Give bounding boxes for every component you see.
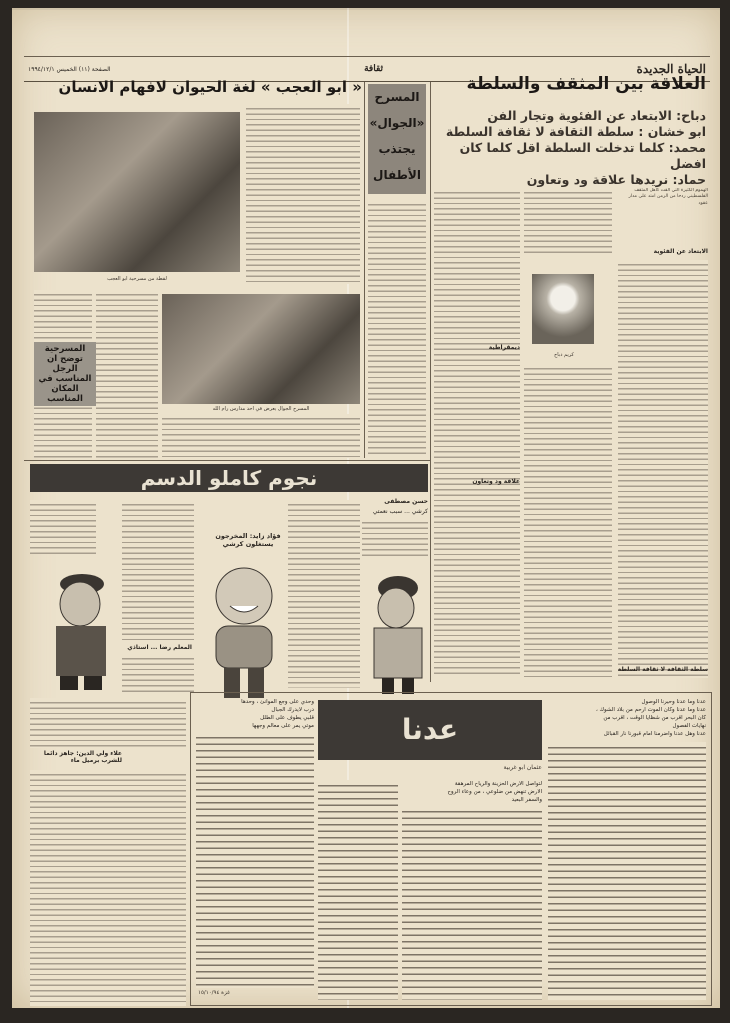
lead-text-col-2 [524,188,612,256]
poem-column-middle-body [402,806,542,1000]
lead-text-col-1b [618,260,708,678]
audience-photo [162,294,360,404]
poem-author: عثمان ابو غربية [503,764,542,771]
audience-photo-caption: المسرح الجوال يعرض في احد مدارس رام الله [212,406,310,412]
stage-photo-caption: لقطة من مسرحية ابو العجب [107,276,167,282]
caricature-1 [42,554,120,694]
portrait-photo [532,274,594,344]
poem-column-left: وحدي على وجع الموانئ ، وحدها درب لايدرك الجبال قلبي يطوف على الطلل موتي يمر على معالم وجهها [241,699,314,729]
stars-text-bottom [30,698,186,748]
lead-section-head: سلطة الثقافة لا ثقافة السلطة [617,666,708,673]
lead-headline: العلاقة بين المثقف والسلطة [466,74,706,94]
stars-text-col-4 [288,500,360,688]
section-rule [24,460,430,461]
subhead-line: محمد: كلما تدخلت السلطة اقل كلما كان افضل [459,140,706,171]
stars-text-col-2b [122,654,194,694]
stars-text-col-2 [122,500,194,640]
subhead-line: دباح: الابتعاد عن الفئوية وتجار الفن [487,108,706,123]
stage-photo [34,112,240,272]
subhead-line: حماد: نريدها علاقة ود وتعاون [526,172,706,187]
abu-ajab-text-col-1 [246,104,360,284]
stars-banner: نجوم كاملو الدسم [30,464,428,492]
newspaper-page [12,8,720,1008]
pull-quote: المسرحية توضح ان الرجل المناسب في المكان المناسب [34,342,96,406]
stars-middle-headline: فؤاد زايد: المخرجون يستغلون كرشي [215,532,281,548]
lead-section-head: الابتعاد عن الفئوية [653,248,708,255]
lead-section-head: ديمقراطية [488,344,520,351]
caricature-2 [200,556,288,706]
stars-sub-byline: كرشي ... سبب نعمتي [372,508,428,515]
abu-ajab-text-bottom [162,414,360,458]
portrait-caption: كريم دباح [554,352,574,358]
poem-date: غزة ١٥/١٠/٩٤ [198,990,230,996]
abu-ajab-text-col-3 [96,290,158,458]
lead-section-head: علاقة ود وتعاون [472,478,520,485]
poem-column-middle: لتواصل الارض الحزينة والرياح المرهقة الارض تنهض من ضلوعي ، من وعاء الروح والسفر البعيد [447,781,542,803]
newspaper-name: الحياة الجديدة [636,62,706,76]
stars-section-head: علاء ولي الدين: جاهز دائما للشرب برميل ماء [43,750,122,764]
poem-column-right: عدنا وما عدنا وحيرنا الوصول عدنا وما عدنا وكان الموت ارحم من بلاد الشوك ، كان البحر اقرب من شظايا الوقت ، اقرب من نهايات الفصول عدنا وهل عدنا واضرمنا امام قبورنا نار القبائل [595,699,706,737]
column-rule [364,82,365,458]
theatre-headline-box: المسرح «الجوال» يجتذب الأطفال [368,84,426,194]
section-name: ثقافة [364,64,384,74]
lead-text-col-3 [434,188,520,678]
stars-text-continued [30,770,186,1006]
poem-column-left-body [196,732,314,988]
lead-subheads [436,108,706,188]
lead-text-col-1: الهموم الكثيرة التي القت كاهل المثقف الفلسطيني ردحا من الزمن امتد على مدار عقود [628,188,708,206]
theatre-text [368,200,426,456]
subhead-line: ابو خشان : سلطة الثقافة لا ثقافة السلطة [445,124,706,139]
stars-text-col-1a [30,500,96,554]
stars-section-head: المعلم رضا ... استاذي [127,644,192,651]
page-info: الصفحة (١١) الخميس ١٩٩٤/١٢/١ [28,65,111,73]
lead-text-col-2b [524,364,612,678]
poem-title: عدنا [318,700,542,760]
stars-text-col-5 [362,518,428,558]
caricature-3 [362,566,432,696]
stars-byline: حسن مصطفى [384,498,428,505]
fold-crease-top [12,8,720,10]
poem-column-right-body [548,742,706,1000]
poem-column-inner [318,780,398,1000]
abu-ajab-headline: « ابو العجب » لغة الحيوان لافهام الانسان [58,78,362,96]
